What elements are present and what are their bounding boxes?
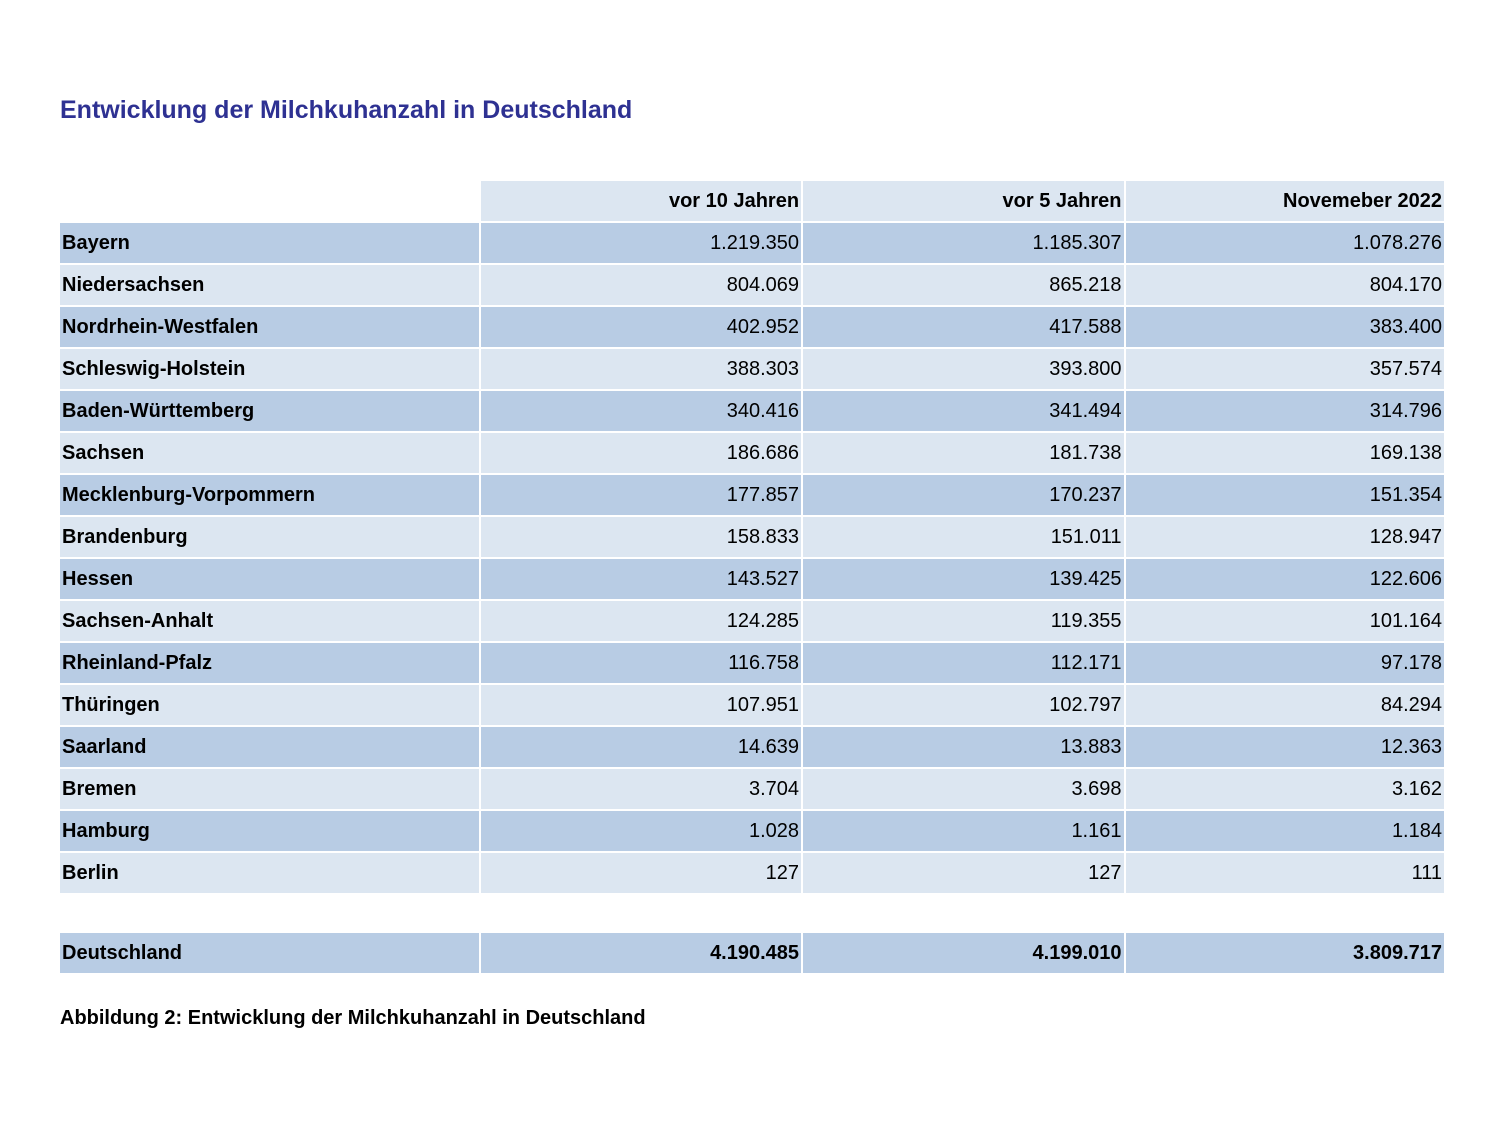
value-5-years: 127	[803, 853, 1123, 893]
row-label: Mecklenburg-Vorpommern	[60, 475, 479, 515]
table-row	[60, 391, 1444, 431]
total-value-nov-2022: 3.809.717	[1126, 933, 1445, 973]
value-nov-2022: 151.354	[1126, 475, 1445, 515]
total-value-5-years: 4.199.010	[803, 933, 1123, 973]
row-label: Rheinland-Pfalz	[60, 643, 479, 683]
value-5-years: 1.185.307	[803, 223, 1123, 263]
value-10-years: 158.833	[481, 517, 801, 557]
value-5-years: 1.161	[803, 811, 1123, 851]
table-row	[60, 349, 1444, 389]
value-5-years: 393.800	[803, 349, 1123, 389]
value-nov-2022: 383.400	[1126, 307, 1445, 347]
value-10-years: 177.857	[481, 475, 801, 515]
value-5-years: 865.218	[803, 265, 1123, 305]
row-label: Berlin	[60, 853, 479, 893]
value-5-years: 13.883	[803, 727, 1123, 767]
value-10-years: 402.952	[481, 307, 801, 347]
value-10-years: 124.285	[481, 601, 801, 641]
value-5-years: 3.698	[803, 769, 1123, 809]
row-label: Bayern	[60, 223, 479, 263]
table-row	[60, 811, 1444, 851]
value-nov-2022: 169.138	[1126, 433, 1445, 473]
total-row	[60, 933, 1444, 973]
value-5-years: 417.588	[803, 307, 1123, 347]
value-5-years: 151.011	[803, 517, 1123, 557]
value-10-years: 127	[481, 853, 801, 893]
table-row	[60, 685, 1444, 725]
table-row	[60, 433, 1444, 473]
table-row	[60, 475, 1444, 515]
value-5-years: 170.237	[803, 475, 1123, 515]
table-row	[60, 769, 1444, 809]
row-label: Schleswig-Holstein	[60, 349, 479, 389]
value-nov-2022: 1.184	[1126, 811, 1445, 851]
value-nov-2022: 122.606	[1126, 559, 1445, 599]
row-label: Hessen	[60, 559, 479, 599]
value-10-years: 186.686	[481, 433, 801, 473]
table-row	[60, 727, 1444, 767]
value-nov-2022: 804.170	[1126, 265, 1445, 305]
value-nov-2022: 357.574	[1126, 349, 1445, 389]
value-nov-2022: 1.078.276	[1126, 223, 1445, 263]
table-row	[60, 601, 1444, 641]
column-header-nov-2022: Novemeber 2022	[1126, 181, 1445, 221]
row-label: Sachsen	[60, 433, 479, 473]
column-header-5-years: vor 5 Jahren	[803, 181, 1123, 221]
value-10-years: 143.527	[481, 559, 801, 599]
row-label: Nordrhein-Westfalen	[60, 307, 479, 347]
value-5-years: 181.738	[803, 433, 1123, 473]
value-10-years: 14.639	[481, 727, 801, 767]
value-nov-2022: 12.363	[1126, 727, 1445, 767]
value-nov-2022: 3.162	[1126, 769, 1445, 809]
total-label: Deutschland	[60, 933, 479, 973]
figure-caption: Abbildung 2: Entwicklung der Milchkuhanzahl in Deutschland	[60, 1007, 646, 1029]
milk-cow-table	[58, 179, 1446, 975]
column-header-10-years: vor 10 Jahren	[481, 181, 801, 221]
row-label: Thüringen	[60, 685, 479, 725]
value-5-years: 139.425	[803, 559, 1123, 599]
row-label: Hamburg	[60, 811, 479, 851]
value-nov-2022: 101.164	[1126, 601, 1445, 641]
value-10-years: 340.416	[481, 391, 801, 431]
value-5-years: 341.494	[803, 391, 1123, 431]
table-row	[60, 853, 1444, 893]
value-nov-2022: 128.947	[1126, 517, 1445, 557]
value-nov-2022: 84.294	[1126, 685, 1445, 725]
table-row	[60, 517, 1444, 557]
table-row	[60, 559, 1444, 599]
row-label: Niedersachsen	[60, 265, 479, 305]
value-10-years: 1.028	[481, 811, 801, 851]
row-label: Baden-Württemberg	[60, 391, 479, 431]
row-label: Brandenburg	[60, 517, 479, 557]
value-nov-2022: 111	[1126, 853, 1445, 893]
table-body	[60, 223, 1444, 893]
value-10-years: 3.704	[481, 769, 801, 809]
value-10-years: 1.219.350	[481, 223, 801, 263]
table-row	[60, 643, 1444, 683]
row-label: Sachsen-Anhalt	[60, 601, 479, 641]
spacer-row	[60, 895, 1444, 931]
value-5-years: 119.355	[803, 601, 1123, 641]
row-label: Saarland	[60, 727, 479, 767]
row-label: Bremen	[60, 769, 479, 809]
value-10-years: 107.951	[481, 685, 801, 725]
table-row	[60, 307, 1444, 347]
table-row	[60, 265, 1444, 305]
table-header-row	[60, 181, 1444, 221]
value-5-years: 102.797	[803, 685, 1123, 725]
header-blank-cell	[60, 181, 479, 221]
total-value-10-years: 4.190.485	[481, 933, 801, 973]
page-title: Entwicklung der Milchkuhanzahl in Deutschland	[60, 96, 633, 124]
value-5-years: 112.171	[803, 643, 1123, 683]
table-row	[60, 223, 1444, 263]
value-nov-2022: 97.178	[1126, 643, 1445, 683]
value-10-years: 804.069	[481, 265, 801, 305]
value-10-years: 116.758	[481, 643, 801, 683]
value-10-years: 388.303	[481, 349, 801, 389]
value-nov-2022: 314.796	[1126, 391, 1445, 431]
